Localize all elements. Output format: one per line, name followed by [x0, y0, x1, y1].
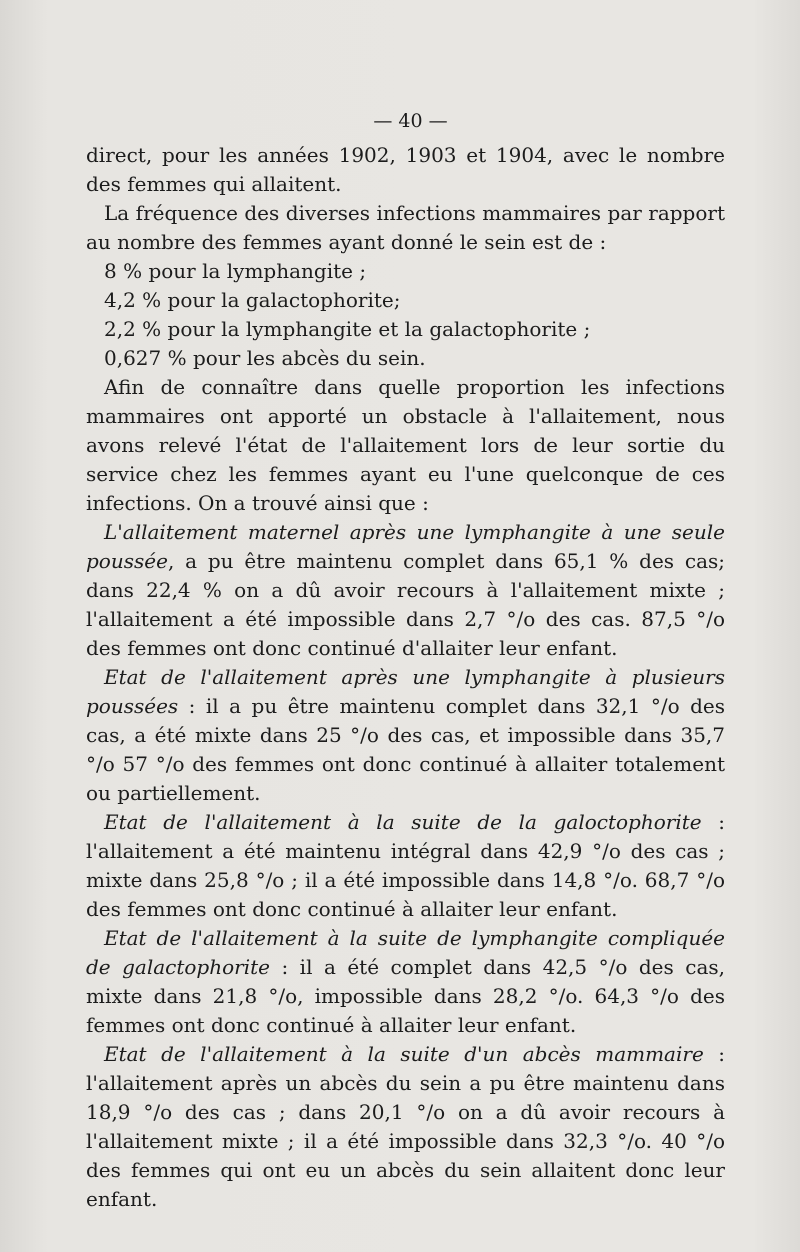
- section-heading: Etat de l'allaitement à la suite de lymphangite compliquée de galactophorite: [86, 926, 725, 979]
- list-item: 4,2 % pour la galactophorite;: [104, 288, 401, 312]
- section-heading: Etat de l'allaitement après une lymphangite à plusieurs poussées: [86, 665, 725, 718]
- list-item: 2,2 % pour la lymphangite et la galactophorite ;: [104, 317, 591, 341]
- section-heading: Etat de l'allaitement à la suite d'un abcès mammaire: [104, 1042, 704, 1066]
- section-text: : il a pu être maintenu complet dans 32,1 °/o des cas, a été mixte dans 25 °/o des cas, et impossible dans 35,7 °/o 57 °/o des femmes ont donc continué à allaiter totalement ou partiellement.: [86, 694, 725, 805]
- list-item: 8 % pour la lymphangite ;: [104, 259, 367, 283]
- section-text: : l'allaitement a été maintenu intégral dans 42,9 °/o des cas ; mixte dans 25,8 °/o ; il a été impossible dans 14,8 °/o. 68,7 °/o des femmes ont donc continué à allaiter leur enfant.: [86, 810, 726, 921]
- section-heading: Etat de l'allaitement à la suite de la galoctophorite: [104, 810, 702, 834]
- section-heading: L'allaitement maternel après une lymphangite à une seule poussée: [86, 520, 725, 573]
- section-galactophoritis: [86, 808, 725, 924]
- frequency-list: [86, 257, 725, 373]
- section-multiple-lymphangitis: [86, 663, 725, 808]
- section-text: : il a été complet dans 42,5 °/o des cas, mixte dans 21,8 °/o, impossible dans 28,2 °/o. 64,3 °/o des femmes ont donc continué à allaiter leur enfant.: [86, 955, 725, 1037]
- page-number: — 40 —: [373, 110, 448, 132]
- paragraph-method: Afin de connaître dans quelle proportion les infections mammaires ont apporté un obstacle à l'allaitement, nous avons relevé l'état de l'allaitement lors de leur sortie du service chez les femmes ayant eu l'une quelconque de ces infections. On a trouvé ainsi que :: [86, 375, 725, 515]
- section-text: : l'allaitement après un abcès du sein a pu être maintenu dans 18,9 °/o des cas ; dans 20,1 °/o on a dû avoir recours à l'allaitement mixte ; il a été impossible dans 32,3 °/o. 40 °/o des femmes qui ont eu un abcès du sein allaitent donc leur enfant.: [86, 1042, 725, 1211]
- section-text: , a pu être maintenu complet dans 65,1 % des cas; dans 22,4 % on a dû avoir recours à l'allaitement mixte ; l'allaitement a été impossible dans 2,7 °/o des cas. 87,5 °/o des femmes ont donc continué d'allaiter leur enfant.: [86, 549, 725, 660]
- section-abscess: [86, 1040, 725, 1214]
- list-item: 0,627 % pour les abcès du sein.: [104, 346, 426, 370]
- section-complicated-lymphangitis: [86, 924, 725, 1040]
- section-single-lymphangitis: [86, 518, 725, 663]
- paragraph-frequency: La fréquence des diverses infections mammaires par rapport au nombre des femmes ayant donné le sein est de :: [86, 201, 725, 254]
- paragraph-intro: direct, pour les années 1902, 1903 et 1904, avec le nombre des femmes qui allaitent.: [86, 143, 725, 196]
- page-body: [86, 141, 725, 1214]
